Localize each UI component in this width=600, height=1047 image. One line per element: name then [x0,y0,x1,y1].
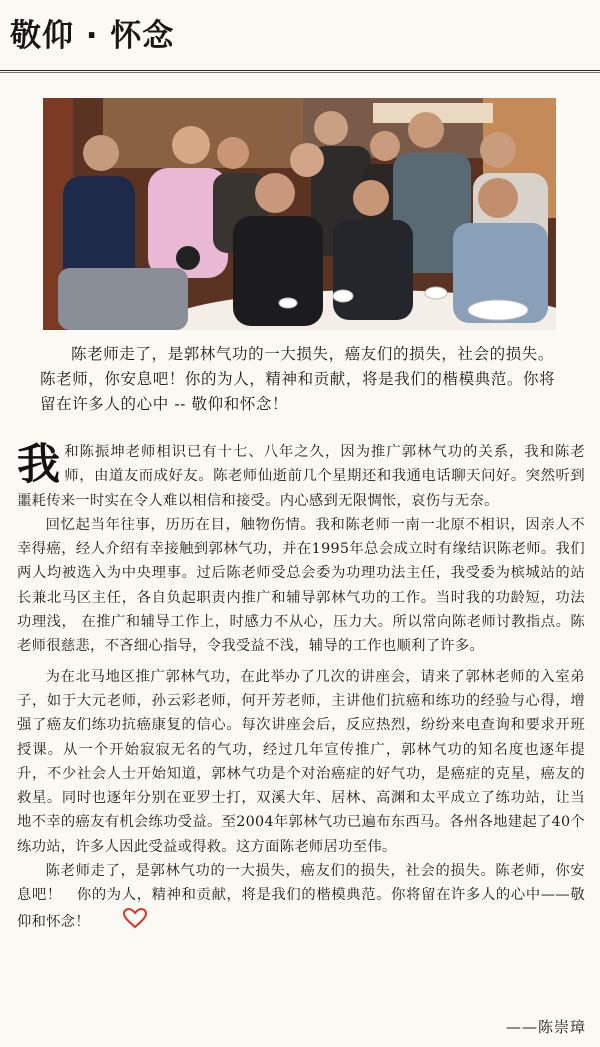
page-title: 敬仰 · 怀念 [10,18,175,54]
group-photo [43,98,556,330]
paragraph-4 [17,859,585,936]
drop-cap: 我 [17,440,61,490]
paragraph-1-text: 和陈振坤老师相识已有十七、八年之久，因为推广郭林气功的关系，我和陈老师，由道友而成好友。陈老师仙逝前几个星期还和我通电话聊天问好。突然听到噩耗传来一时实在令人难以相信和接受。内心感到无限惆怅，哀伤与无奈。 [17,444,585,509]
photo-caption: 陈老师走了，是郭林气功的一大损失，癌友们的损失，社会的损失。陈老师，你安息吧！你的为人，精神和贡献，将是我们的楷模典范。你将留在许多人的心中 -- 敬仰和怀念！ [40,345,556,413]
paragraph-1 [17,440,585,513]
paragraph-3: 为在北马地区推广郭林气功，在此举办了几次的讲座会，请来了郭林老师的入室弟子，如于大元老师，孙云彩老师，何开芳老师，主讲他们抗癌和练功的经验与心得，增强了癌友们练功抗癌康复的信心。每次讲座会后，反应热烈，纷纷来电查询和要求开班授课。从一个开始寂寂无名的气功，经过几年宣传推广，郭林气功的知名度也逐年提升，不少社会人士开始知道，郭林气功是个对治癌症的好气功，是癌症的克星，癌友的救星。同时也逐年分别在亚罗士打，双溪大年、居林、高渊和太平成立了练功站，让当地不幸的癌友有机会练功受益。至2004年郭林气功已遍布东西马。各州各地建起了40个练功站，许多人因此受益或得救。这方面陈老师居功至伟。 [17,668,585,855]
heart-icon [94,908,147,936]
article-body [17,440,585,936]
paragraph-2: 回忆起当年往事，历历在目，触物伤情。我和陈老师一南一北原不相识，因亲人不幸得癌，经人介绍有幸接触到郭林气功，并在1995年总会成立时有缘结识陈老师。我们两人均被选入为中央理事。过后陈老师受总会委为功理功法主任，我受委为槟城站的站长兼北马区主任，各自负起职责内推广和辅导郭林气功的工作。当时我的功龄短，功法功理浅， 在推广和辅导工作上，时感力不从心，压力大。所以常向陈老师讨教指点。陈老师很慈悲，不吝细心指导，令我受益不浅，辅导的工作也顺利了许多。 [17,516,585,655]
paragraph-4-text: 陈老师走了，是郭林气功的一大损失，癌友们的损失，社会的损失。陈老师，你安息吧！ 你的为人，精神和贡献，将是我们的楷模典范。你将留在许多人的心中——敬仰和怀念！ [17,863,585,930]
author-signature: ——陈崇璋 [505,1018,586,1036]
page-header [0,0,600,71]
